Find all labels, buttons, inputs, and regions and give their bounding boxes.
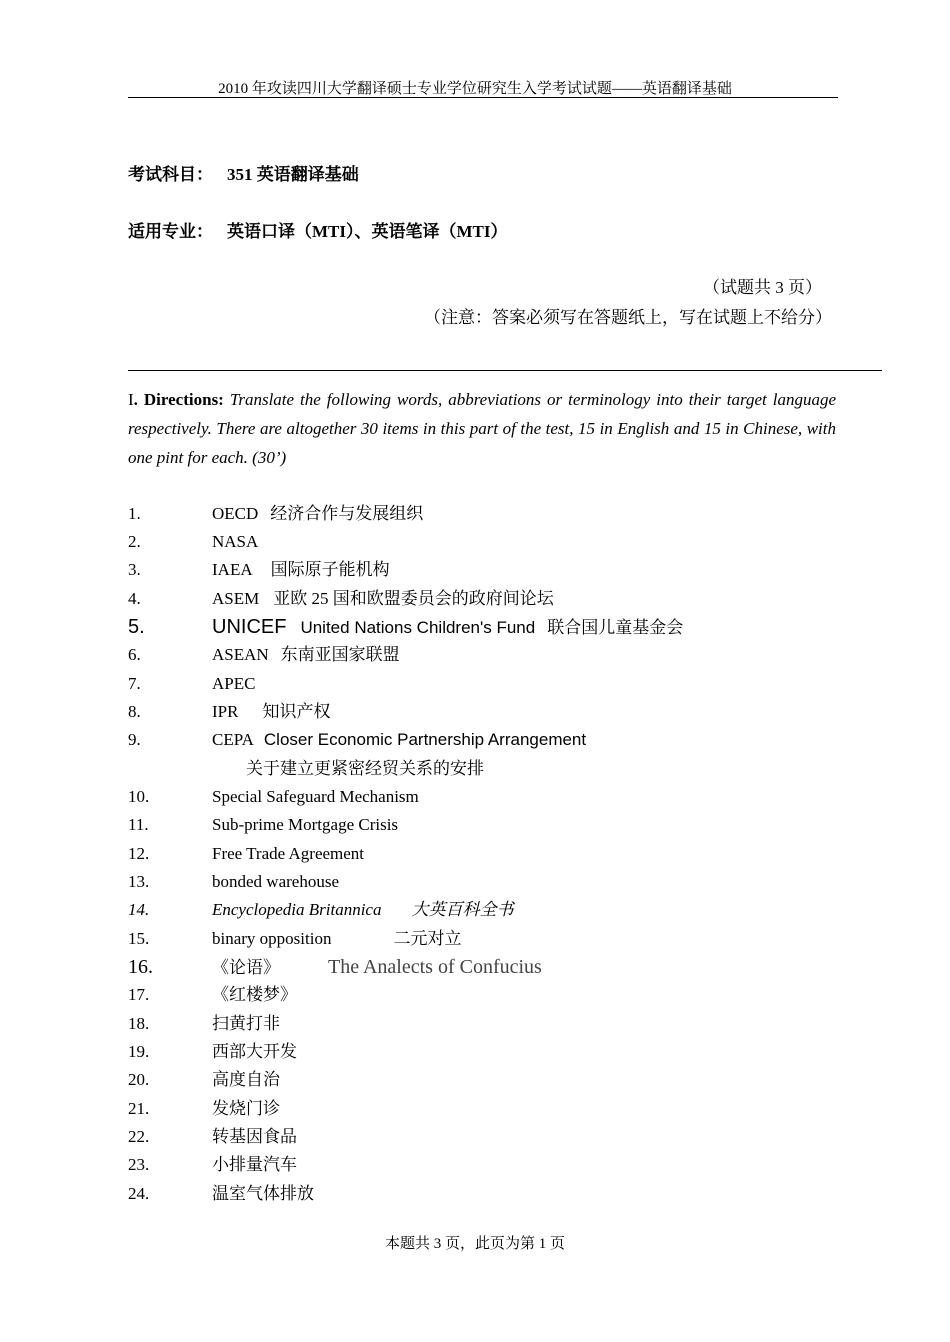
section-rule (128, 370, 882, 371)
item-number: 19. (128, 1042, 150, 1061)
item-term: 转基因食品 (212, 1127, 297, 1146)
item-term: NASA (212, 532, 259, 551)
exam-subject-label: 考试科目： (128, 165, 213, 184)
item-term: OECD (212, 504, 259, 523)
item-number: 23. (128, 1155, 150, 1174)
item-answer: 二元对立 (393, 929, 462, 948)
exam-subject-value: 351 英语翻译基础 (227, 165, 359, 184)
item-answer: 亚欧 25 国和欧盟委员会的政府间论坛 (273, 589, 554, 608)
item-term: 西部大开发 (212, 1042, 297, 1061)
item-number: 20. (128, 1070, 150, 1089)
item-number: 7. (128, 674, 141, 693)
item-number: 1. (128, 504, 141, 523)
answer-note: （注意：答案必须写在答题纸上，写在试题上不给分） (424, 308, 832, 327)
item-answer: 经济合作与发展组织 (270, 504, 424, 523)
item-term: bonded warehouse (212, 872, 339, 891)
item-term: 《论语》 (212, 958, 280, 977)
item-answer: 知识产权 (262, 702, 331, 721)
item-number: 8. (128, 702, 141, 721)
item-number: 17. (128, 985, 150, 1004)
item-number: 21. (128, 1099, 150, 1118)
page-footer: 本题共 3 页，此页为第 1 页 (384, 1236, 565, 1252)
item-term: IPR (212, 702, 239, 721)
item-term: Special Safeguard Mechanism (212, 787, 419, 806)
section1-roman: I (128, 390, 134, 409)
item-term: ASEAN (212, 645, 269, 664)
item-number: 5. (128, 616, 145, 638)
exam-major-label: 适用专业： (128, 222, 213, 241)
item-answer: 关于建立更紧密经贸关系的安排 (246, 759, 484, 778)
item-term: CEPA (212, 730, 254, 749)
section1-directions (128, 385, 836, 472)
item-answer: The Analects of Confucius (328, 956, 542, 978)
item-term: 温室气体排放 (212, 1184, 314, 1203)
exam-major (128, 217, 508, 242)
item-number: 4. (128, 589, 141, 608)
item-number: 2. (128, 532, 141, 551)
item-answer: 国际原子能机构 (270, 560, 390, 579)
item-number: 18. (128, 1014, 150, 1033)
item-number: 16. (128, 956, 153, 978)
item-number: 3. (128, 560, 141, 579)
item-answer: 东南亚国家联盟 (280, 645, 400, 664)
item-answer: 大英百科全书 (411, 900, 514, 919)
item-term: UNICEF (212, 616, 287, 638)
item-expansion: United Nations Children's Fund (300, 618, 536, 637)
item-number: 15. (128, 929, 150, 948)
item-term: 小排量汽车 (212, 1155, 297, 1174)
item-number: 22. (128, 1127, 150, 1146)
item-term: ASEM (212, 589, 260, 608)
item-expansion: Closer Economic Partnership Arrangement (263, 730, 587, 749)
item-term: binary opposition (212, 929, 332, 948)
header-rule (128, 97, 838, 98)
page-header: 2010 年攻读四川大学翻译硕士专业学位研究生入学考试试题——英语翻译基础 (218, 81, 732, 97)
item-number: 13. (128, 872, 150, 891)
item-term: Encyclopedia Britannica (212, 900, 382, 919)
item-number: 10. (128, 787, 150, 806)
item-number: 14. (128, 900, 150, 919)
exam-subject (128, 160, 359, 185)
pages-note: （试题共 3 页） (703, 278, 822, 297)
item-term: Free Trade Agreement (212, 844, 365, 863)
item-number: 9. (128, 730, 141, 749)
item-term: 高度自治 (212, 1070, 280, 1089)
item-answer: 联合国儿童基金会 (547, 618, 684, 637)
section1-label: . Directions: (133, 390, 224, 409)
item-term: IAEA (212, 560, 253, 579)
exam-major-value: 英语口译（MTI）、英语笔译（MTI） (227, 222, 508, 241)
item-term: 《红楼梦》 (212, 985, 297, 1004)
item-term: 发烧门诊 (212, 1099, 280, 1118)
section1-text: Translate the following words, abbreviations or terminology into their target language respectively. There are altogether 30 items in this part of the test, 15 in English and 15 in Chinese, with one pint for each. (30’) (128, 390, 837, 467)
item-term: APEC (212, 674, 256, 693)
item-number: 12. (128, 844, 150, 863)
item-number: 6. (128, 645, 141, 664)
item-number: 24. (128, 1184, 150, 1203)
item-term: 扫黄打非 (212, 1014, 280, 1033)
item-term: Sub-prime Mortgage Crisis (212, 815, 399, 834)
item-number: 11. (128, 815, 149, 834)
